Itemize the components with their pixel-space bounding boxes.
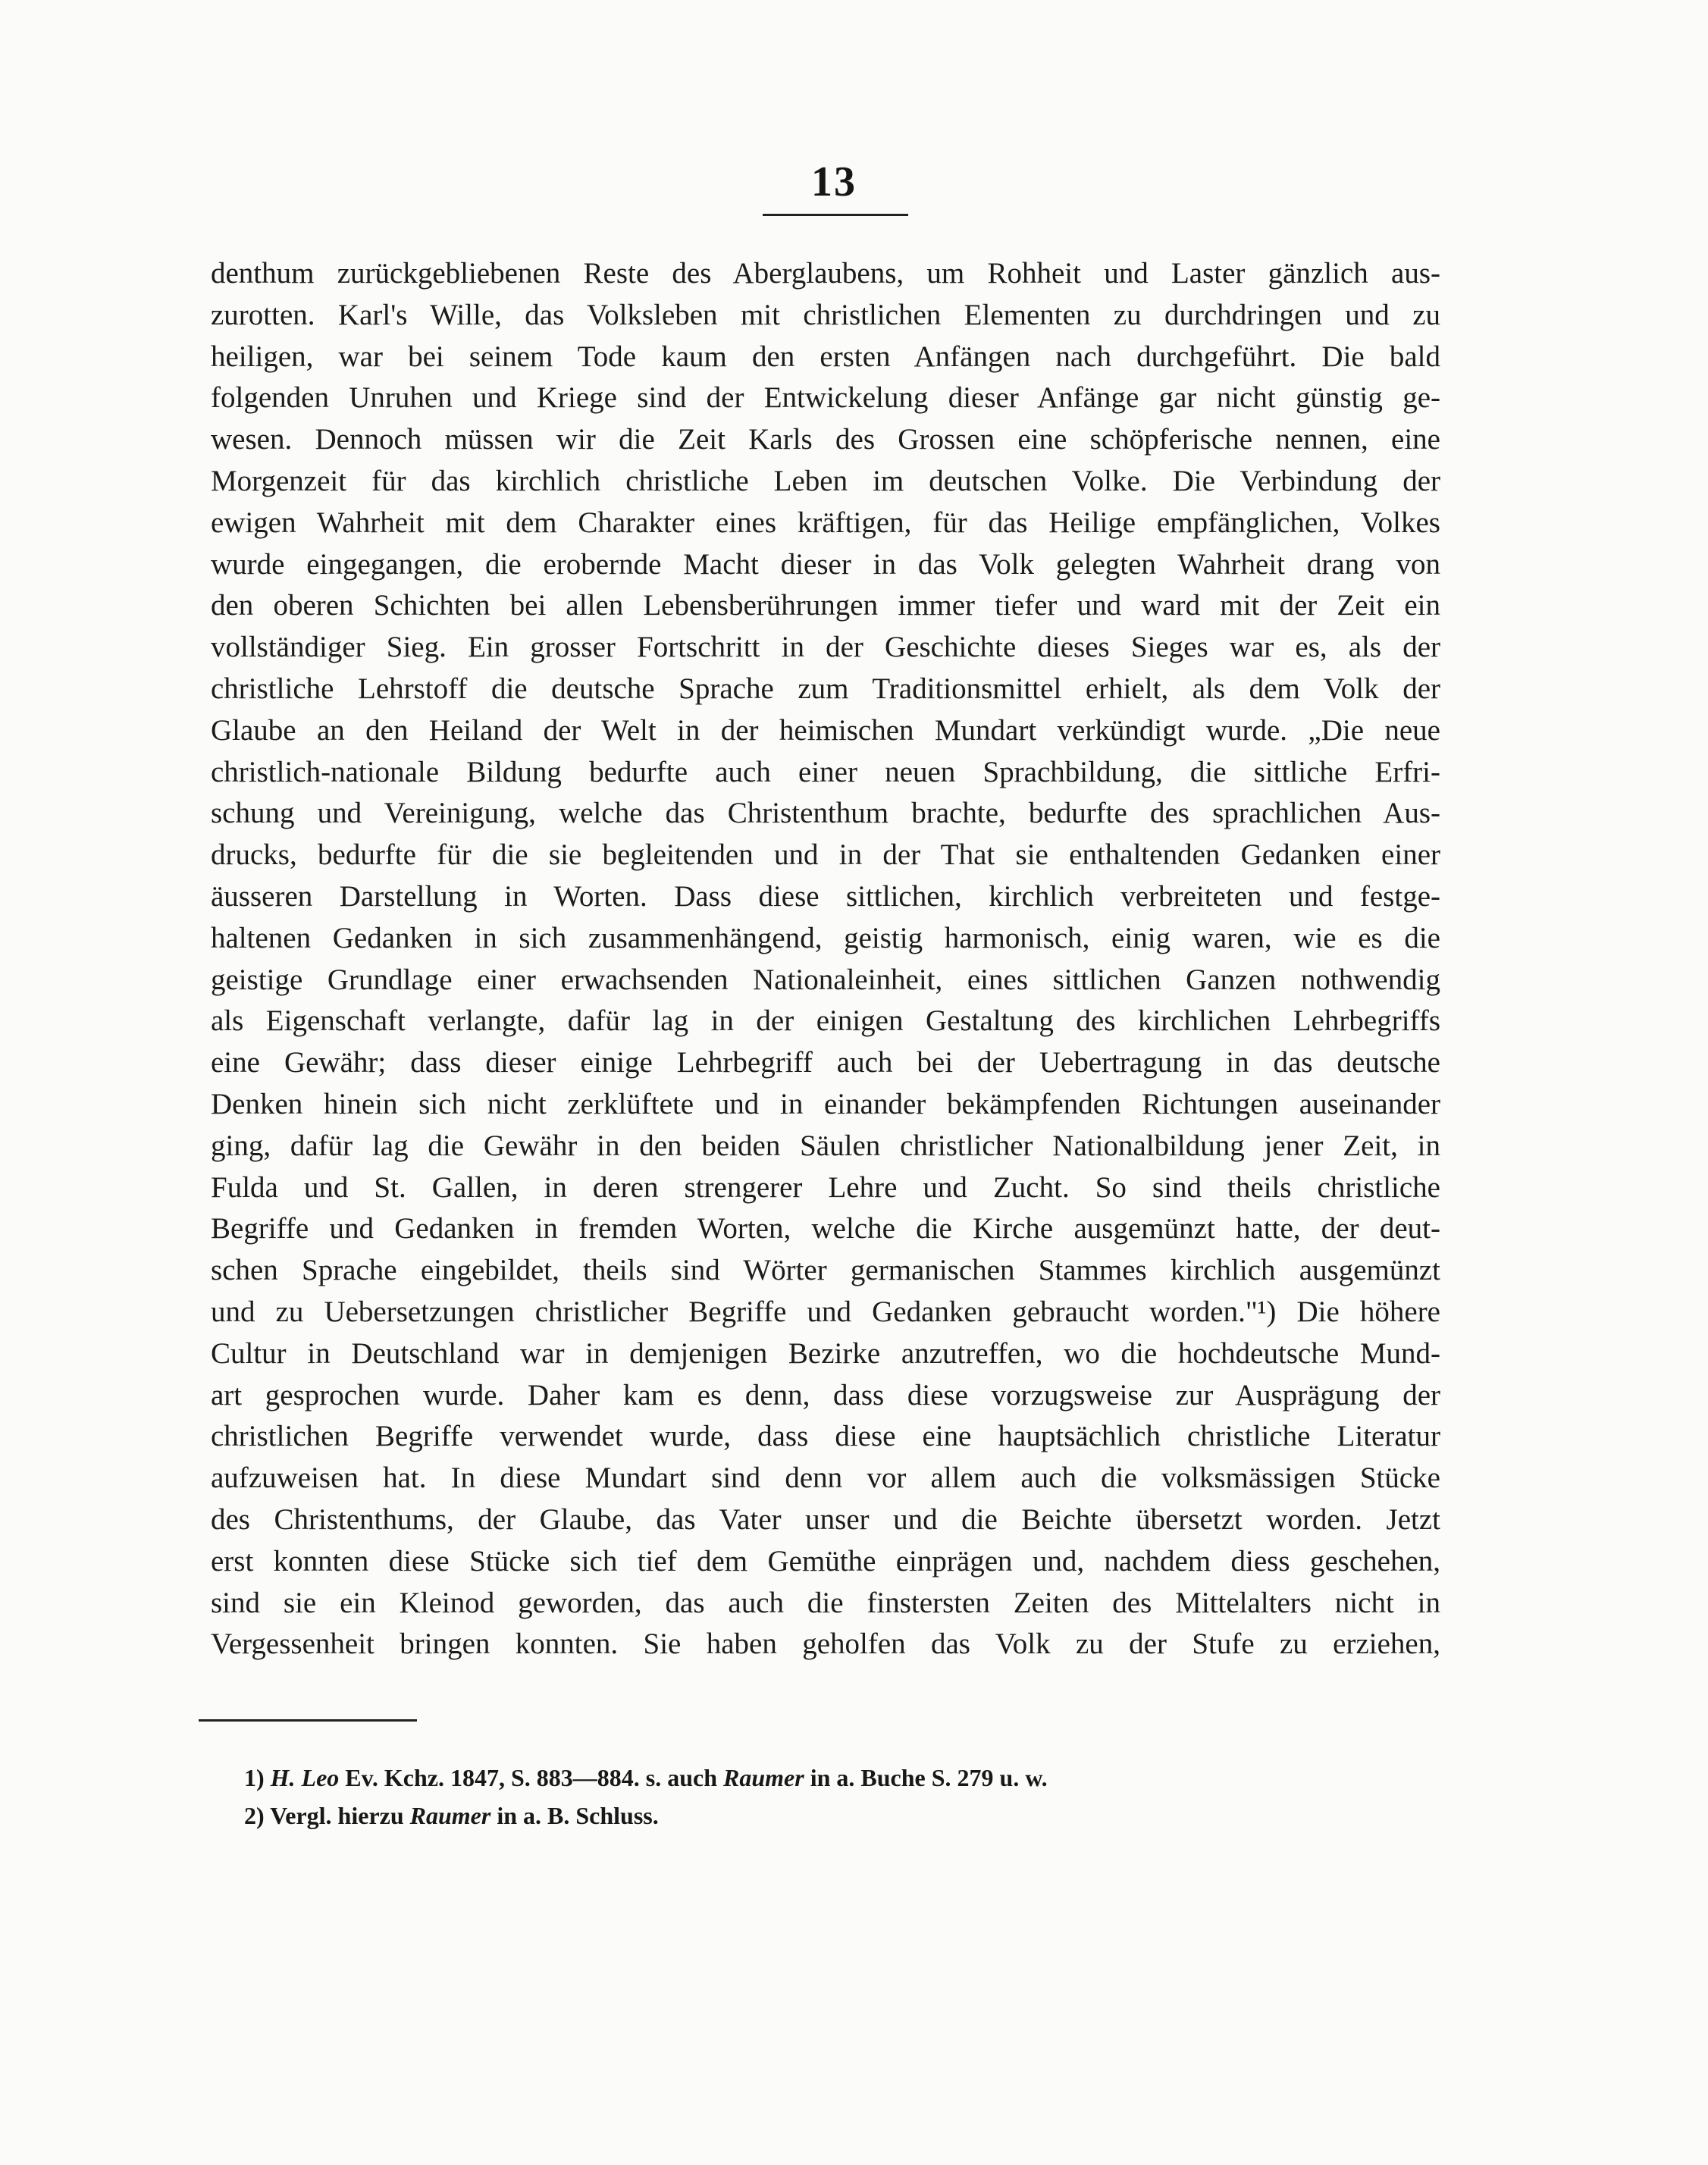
body-line: schung und Vereinigung, welche das Christenthum brachte, bedurfte des sprachlichen Aus- [211,797,1440,830]
body-line: und zu Uebersetzungen christlicher Begriffe und Gedanken gebraucht worden."¹) Die höhere [211,1295,1440,1328]
footnote-text: Vergl. hierzu [270,1802,404,1829]
body-line: drucks, bedurfte für die sie begleitenden und in der That sie enthaltenden Gedanken einer [211,838,1440,872]
body-line: wesen. Dennoch müssen wir die Zeit Karls des Grossen eine schöpferische nennen, eine [211,423,1440,456]
body-line: haltenen Gedanken in sich zusammenhängend, geistig harmonisch, einig waren, wie es die [211,921,1440,954]
body-line: Denken hinein sich nicht zerklüftete und in einander bekämpfenden Richtungen auseinander [211,1087,1440,1120]
footnote-ref-name: Raumer [409,1802,491,1829]
body-line: heiligen, war bei seinem Tode kaum den ersten Anfängen nach durchgeführt. Die bald [211,340,1440,373]
footnote-tail: in a. Buche S. 279 u. w. [810,1764,1048,1791]
body-line: ging, dafür lag die Gewähr in den beiden Säulen christlicher Nationalbildung jener Zeit, in [211,1129,1440,1162]
body-text [211,253,1440,1665]
body-line: schen Sprache eingebildet, theils sind Wörter germanischen Stammes kirchlich ausgemünzt [211,1254,1440,1287]
body-line: als Eigenschaft verlangte, dafür lag in der einigen Gestaltung des kirchlichen Lehrbegriffs [211,1004,1440,1038]
body-line: vollständiger Sieg. Ein grosser Fortschritt in der Geschichte dieses Sieges war es, als der [211,631,1440,664]
body-line: den oberen Schichten bei allen Lebensberührungen immer tiefer und ward mit der Zeit ein [211,589,1440,622]
body-line: christlichen Begriffe verwendet wurde, dass diese eine hauptsächlich christliche Literatur [211,1420,1440,1453]
body-line: ewigen Wahrheit mit dem Charakter eines kräftigen, für das Heilige empfänglichen, Volkes [211,506,1440,539]
body-line: Fulda und St. Gallen, in deren strengerer Lehre und Zucht. So sind theils christliche [211,1170,1440,1204]
body-line: art gesprochen wurde. Daher kam es denn, dass diese vorzugsweise zur Ausprägung der [211,1378,1440,1411]
footnote-marker: 2) [244,1802,265,1829]
body-line: sind sie ein Kleinod geworden, das auch die finstersten Zeiten des Mittelalters nicht in [211,1586,1440,1619]
body-line: Begriffe und Gedanken in fremden Worten, welche die Kirche ausgemünzt hatte, der deut- [211,1212,1440,1245]
body-line: aufzuweisen hat. In diese Mundart sind denn vor allem auch die volksmässigen Stücke [211,1462,1440,1495]
body-line: Vergessenheit bringen konnten. Sie haben geholfen das Volk zu der Stufe zu erziehen, [211,1628,1440,1661]
body-line: äusseren Darstellung in Worten. Dass diese sittlichen, kirchlich verbreiteten und festge- [211,879,1440,913]
page-number: 13 [811,158,857,205]
footnote-text: Ev. Kchz. 1847, S. 883—884. s. auch [345,1764,718,1791]
body-line: wurde eingegangen, die erobernde Macht dieser in das Volk gelegten Wahrheit drang von [211,547,1440,581]
footnote-1 [244,1759,1381,1797]
body-line: zurotten. Karl's Wille, das Volksleben mit christlichen Elementen zu durchdringen und zu [211,298,1440,331]
body-line: christlich-nationale Bildung bedurfte auch einer neuen Sprachbildung, die sittliche Erfri- [211,755,1440,788]
body-line: eine Gewähr; dass dieser einige Lehrbegriff auch bei der Uebertragung in das deutsche [211,1046,1440,1079]
body-line: christliche Lehrstoff die deutsche Sprache zum Traditionsmittel erhielt, als dem Volk der [211,672,1440,705]
footnote-tail: in a. B. Schluss. [497,1802,659,1829]
footnotes [244,1759,1381,1834]
body-line: geistige Grundlage einer erwachsenden Nationaleinheit, eines sittlichen Ganzen nothwendig [211,963,1440,996]
body-line: folgenden Unruhen und Kriege sind der Entwickelung dieser Anfänge gar nicht günstig ge- [211,381,1440,415]
body-line: Glaube an den Heiland der Welt in der heimischen Mundart verkündigt wurde. „Die neue [211,713,1440,747]
footnote-2 [244,1797,1381,1834]
footnote-ref-name: Raumer [723,1764,804,1791]
body-line: denthum zurückgebliebenen Reste des Aberglaubens, um Rohheit und Laster gänzlich aus- [211,257,1440,290]
footnote-rule [199,1719,417,1722]
body-line: Cultur in Deutschland war in demjenigen Bezirke anzutreffen, wo die hochdeutsche Mund- [211,1336,1440,1370]
footnote-author: H. Leo [270,1764,340,1791]
body-line: Morgenzeit für das kirchlich christliche Leben im deutschen Volke. Die Verbindung der [211,464,1440,497]
footnote-marker: 1) [244,1764,265,1791]
body-line: erst konnten diese Stücke sich tief dem Gemüthe einprägen und, nachdem diess geschehen, [211,1544,1440,1578]
body-line: des Christenthums, der Glaube, das Vater unser und die Beichte übersetzt worden. Jetzt [211,1502,1440,1536]
header-rule [763,214,908,216]
